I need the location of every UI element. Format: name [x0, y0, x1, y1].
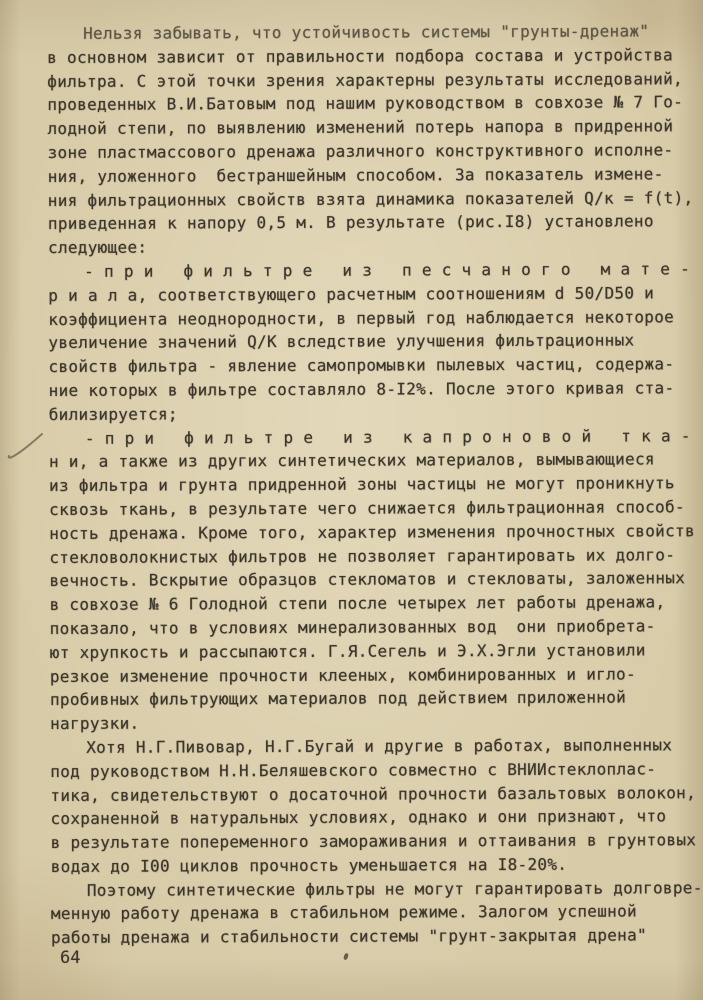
- text-line: билизируется;: [48, 404, 178, 424]
- text-line: работы дренажа и стабильности системы "грунт-закрытая дрена": [50, 925, 648, 948]
- text-line: тика, свидетельствуют о досаточной прочности базальтовых волокон,: [50, 782, 697, 805]
- text-line: сквозь ткань, в результате чего снижается фильтрационная способ-: [49, 497, 685, 519]
- text-line: сохраненной в натуральных условиях, однако и они признают, что: [50, 806, 667, 829]
- text-line: проведенных В.И.Батовым под нашим руководством в совхозе № 7 Го-: [47, 92, 684, 115]
- text-line: в результате попеременного замораживания и оттаивания в грунтовых: [50, 830, 697, 853]
- text-line: фильтра. С этой точки зрения характерны результаты исследований,: [47, 68, 683, 91]
- text-line: лодной степи, по выявлению изменений потерь напора в придренной: [47, 116, 674, 139]
- text-line: р и а л а, соответствующего расчетным соотношениям d 50/D50 и: [48, 283, 655, 305]
- text-line: менную работу дренажа в стабильном режиме. Залогом успешной: [50, 901, 637, 924]
- text-line: коэффициента неоднородности, в первый год наблюдается некоторое: [48, 306, 675, 329]
- text-line: пробивных фильтрующих материалов под действием приложенной: [49, 687, 627, 710]
- text-line: водах до I00 циклов прочность уменьшается на I8-20%.: [50, 854, 568, 876]
- text-line: стекловолокнистых фильтров не позволяет гарантировать их долго-: [49, 544, 676, 567]
- text-line: из фильтра и грунта придренной зоны частицы не могут проникнуть: [48, 473, 675, 496]
- text-line: Хотя Н.Г.Пивовар, Н.Г.Бугай и другие в работах, выполненных: [86, 735, 673, 757]
- margin-pen-mark: [4, 428, 48, 468]
- text-line: ние которых в фильтре составляло 8-I2%. После этого кривая ста-: [48, 378, 675, 400]
- text-line: - п р и ф и л ь т р е и з к а п р о н о в о й т к а -: [84, 425, 691, 448]
- text-line: в совхозе № 6 Голодной степи после четырех лет работы дренажа,: [49, 592, 666, 615]
- text-line: приведенная к напору 0,5 м. В результате (рис.I8) установлено: [47, 211, 654, 234]
- text-line: резкое изменение прочности клееных, комбинированных и игло-: [49, 663, 636, 686]
- text-line: - п р и ф и л ь т р е и з п е с ч а н о г о м а т е -: [84, 259, 691, 281]
- text-line: вечность. Вскрытие образцов стекломатов и стекловаты, заложенных: [49, 568, 686, 591]
- text-line: ния фильтрационных свойств взята динамика показателей Q/к = f(t),: [47, 187, 694, 210]
- text-line: увеличение значений Q/К вследствие улучшения фильтрационных: [48, 330, 635, 353]
- text-line: н и, а также из других синтетических материалов, вымывающиеся: [48, 449, 655, 472]
- page-number: 64: [60, 948, 81, 968]
- text-line: Поэтому синтетические фильтры не могут гарантировать долговре-: [86, 877, 703, 900]
- text-line: следующее:: [47, 237, 148, 258]
- text-line: в основном зависит от правильности подбора состава и устройства: [47, 45, 673, 67]
- text-line: ность дренажа. Кроме того, характер изменения прочностных свойств: [49, 520, 695, 543]
- text-line: Нельзя забывать, что устойчивость системы "грунты-дренаж": [83, 21, 650, 43]
- text-line: показало, что в условиях минерализованных вод они приобрета-: [49, 616, 656, 638]
- text-line: зоне пластмассового дренажа различного конструктивного исполне-: [47, 140, 674, 162]
- text-line: нагрузки.: [50, 713, 140, 734]
- text-line: под руководством Н.Н.Беляшевского совместно с ВНИИстеклоплас-: [50, 759, 657, 781]
- ink-speck: [343, 953, 349, 961]
- text-line: ют хрупкость и рассыпаются. Г.Я.Сегель и Э.Х.Эгли установили: [49, 640, 646, 662]
- text-line: ния, уложенного бестраншейным способом. За показатель измене-: [47, 164, 664, 186]
- document-text: [47, 19, 701, 950]
- text-line: свойств фильтра - явление самопромывки пылевых частиц, содержа-: [48, 354, 675, 377]
